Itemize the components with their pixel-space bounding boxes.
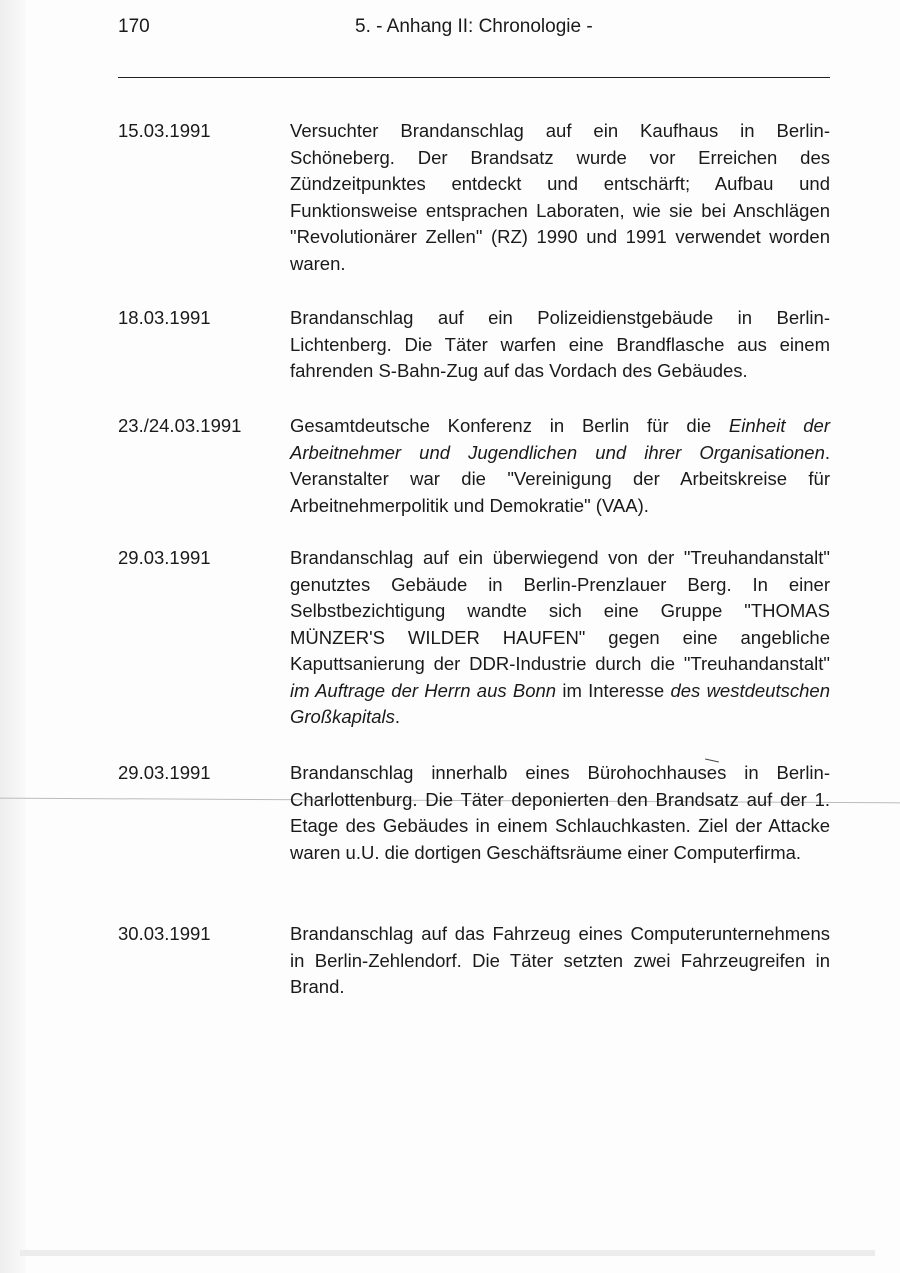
text-segment: .	[394, 706, 401, 727]
text-segment: im Interesse	[556, 679, 671, 701]
text-segment: . Veranstalter war die "Vereinigung der Arbeitskreise für Arbeitnehmerpolitik und Demokratie" (VAA).	[290, 441, 830, 516]
page-number: 170	[118, 16, 150, 37]
text-segment: Versuchter Brandanschlag auf ein Kaufhaus in Berlin-Schöneberg. Der Brandsatz wurde vor Erreichen des Zündzeitpunktes entdeckt und entschärft; Aufbau und Funktionsweise entsprachen Laboraten, wie sie bei Anschlägen "Revolutionärer Zellen" (RZ) 1990 und 1991 verwendet worden waren.	[290, 120, 830, 274]
text-segment: Brandanschlag auf das Fahrzeug eines Computerunternehmens in Berlin-Zehlendorf. Die Täter setzten zwei Fahrzeugreifen in Brand.	[290, 923, 830, 997]
text-segment: Gesamtdeutsche Konferenz in Berlin für die	[290, 415, 729, 436]
entry-date: 29.03.1991	[118, 547, 211, 568]
scan-edge-shadow	[0, 0, 26, 1273]
entry-date: 23./24.03.1991	[118, 415, 242, 436]
text-segment: Brandanschlag auf ein Polizeidienstgebäude in Berlin-Lichtenberg. Die Täter warfen eine Brandflasche aus einem fahrenden S-Bahn-Zug auf das Vordach des Gebäudes.	[290, 307, 830, 381]
entry-text	[290, 760, 830, 866]
entry-text	[290, 118, 830, 277]
emphasized-text: im Auftrage der Herrn aus Bonn	[290, 679, 557, 701]
text-segment: Brandanschlag auf ein überwiegend von der "Treuhandanstalt" genutztes Gebäude in Berlin-Prenzlauer Berg. In einer Selbstbezichtigung wandte sich eine Gruppe "THOMAS MÜNZER'S WILDER HAUFEN" gegen eine angebliche Kaputtsanierung der DDR-Industrie durch die "Treuhandanstalt"	[290, 547, 830, 674]
running-title: 5. - Anhang II: Chronologie -	[355, 16, 593, 37]
entry-text	[290, 413, 830, 519]
entry-date: 29.03.1991	[118, 762, 211, 783]
emphasized-text: des westdeutschen Großkapitals	[290, 679, 830, 727]
emphasized-text: Einheit der Arbeitnehmer und Jugendlichen und ihrer Organisationen	[290, 415, 830, 463]
entry-text	[290, 545, 830, 731]
entry-text	[290, 305, 830, 385]
scan-bottom-edge	[20, 1250, 875, 1256]
text-segment: Brandanschlag innerhalb eines Bürohochhauses in Berlin-Charlottenburg. Die Täter deponierten den Brandsatz auf der 1. Etage des Gebäudes in einem Schlauchkasten. Ziel der Attacke waren u.U. die dortigen Geschäftsräume einer Computerfirma.	[290, 762, 830, 863]
header-rule	[118, 77, 830, 78]
entry-date: 18.03.1991	[118, 307, 211, 328]
entry-date: 15.03.1991	[118, 120, 211, 141]
entry-date: 30.03.1991	[118, 923, 211, 944]
entry-text	[290, 921, 830, 1001]
